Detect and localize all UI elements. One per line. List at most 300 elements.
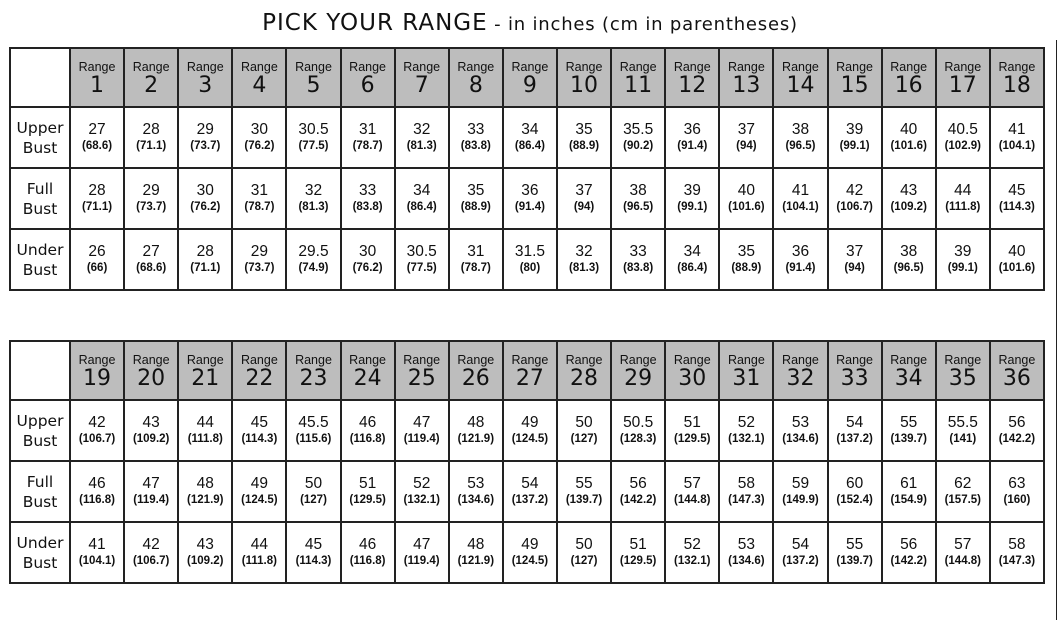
cm-value: (114.3) [999, 201, 1035, 213]
range-number: 23 [299, 365, 328, 391]
cm-value: (132.1) [403, 494, 440, 506]
range-number: 16 [894, 72, 923, 98]
measurement-cell [70, 107, 124, 168]
measurement-cell [828, 400, 882, 461]
cm-value: (147.3) [728, 494, 765, 506]
measurement-row [10, 400, 1044, 461]
measurement-cell [773, 168, 827, 229]
inch-value: 38 [791, 121, 810, 138]
range-number: 3 [198, 72, 213, 98]
inch-value: 45.5 [298, 414, 329, 431]
measurement-cell [882, 229, 936, 290]
measurement-cell [882, 522, 936, 583]
measurement-cell [178, 107, 232, 168]
cm-value: (99.1) [947, 262, 978, 274]
cm-value: (109.2) [187, 555, 224, 567]
cm-value: (96.5) [623, 201, 654, 213]
measurement-cell [395, 400, 449, 461]
cm-value: (94) [844, 262, 865, 274]
cm-value: (81.3) [298, 201, 329, 213]
cm-value: (134.6) [728, 555, 765, 567]
range-header-cell [828, 341, 882, 400]
inch-value: 30.5 [406, 243, 437, 260]
inch-value: 44 [954, 182, 972, 199]
cm-value: (109.2) [890, 201, 927, 213]
cm-value: (96.5) [785, 140, 816, 152]
range-header-cell [286, 341, 340, 400]
measurement-cell [611, 400, 665, 461]
measurement-cell [178, 461, 232, 522]
range-word: Range [349, 59, 387, 74]
range-header-cell [232, 341, 286, 400]
cm-value: (90.2) [623, 140, 654, 152]
inch-value: 33 [629, 243, 647, 260]
inch-value: 55 [845, 536, 864, 553]
cm-value: (160) [1003, 494, 1031, 506]
range-word: Range [998, 352, 1036, 367]
inch-value: 40.5 [947, 121, 978, 138]
page-border [1056, 40, 1057, 620]
measurement-cell [773, 461, 827, 522]
inch-value: 55.5 [947, 414, 978, 431]
cm-value: (119.4) [403, 555, 440, 567]
inch-value: 56 [1008, 414, 1026, 431]
inch-value: 35 [575, 121, 593, 138]
cm-value: (111.8) [945, 201, 981, 213]
measurement-row [10, 229, 1044, 290]
range-number: 7 [414, 72, 429, 98]
row-label-cell [10, 229, 70, 290]
page-title [0, 10, 1060, 36]
cm-value: (101.6) [728, 201, 765, 213]
row-label-text: Full [26, 179, 54, 198]
range-word: Range [403, 352, 441, 367]
measurement-cell [719, 107, 773, 168]
inch-value: 63 [1008, 475, 1026, 492]
inch-value: 48 [467, 536, 485, 553]
cm-value: (144.8) [944, 555, 982, 567]
measurement-cell [828, 107, 882, 168]
range-header-cell [395, 341, 449, 400]
measurement-cell [882, 400, 936, 461]
measurement-cell [341, 522, 395, 583]
inch-value: 33 [467, 121, 485, 138]
cm-value: (91.4) [785, 262, 816, 274]
cm-value: (154.9) [890, 494, 927, 506]
inch-value: 51 [629, 536, 647, 553]
inch-value: 40 [900, 121, 918, 138]
measurement-cell [449, 461, 503, 522]
inch-value: 41 [1008, 121, 1026, 138]
inch-value: 36 [791, 243, 810, 260]
inch-value: 32 [304, 182, 323, 199]
range-header-cell [178, 48, 232, 107]
row-label-cell [10, 461, 70, 522]
measurement-row [10, 461, 1044, 522]
measurement-cell [286, 168, 340, 229]
inch-value: 54 [845, 414, 864, 431]
size-chart-table-ranges-1-18 [9, 47, 1045, 291]
inch-value: 27 [142, 243, 160, 260]
measurement-cell [990, 400, 1044, 461]
range-word: Range [944, 59, 982, 74]
range-number: 30 [678, 365, 707, 391]
range-number: 15 [840, 72, 869, 98]
cm-value: (152.4) [836, 494, 873, 506]
measurement-cell [286, 461, 340, 522]
range-number: 20 [137, 365, 166, 391]
measurement-cell [70, 522, 124, 583]
measurement-cell [232, 461, 286, 522]
inch-value: 52 [413, 475, 431, 492]
row-label-text: Under [16, 240, 64, 259]
inch-value: 35 [467, 182, 485, 199]
range-word: Range [78, 59, 116, 74]
title-main: PICK YOUR RANGE [262, 10, 488, 36]
measurement-cell [557, 229, 611, 290]
range-header-cell [449, 341, 503, 400]
cm-value: (119.4) [403, 433, 440, 445]
inch-value: 40 [1008, 243, 1026, 260]
row-label-cell [10, 522, 70, 583]
measurement-cell [503, 229, 557, 290]
row-label-text: Upper [16, 118, 64, 137]
cm-value: (127) [570, 555, 598, 567]
cm-value: (88.9) [731, 262, 762, 274]
range-word: Range [727, 59, 765, 74]
measurement-cell [719, 400, 773, 461]
inch-value: 35 [737, 243, 755, 260]
range-word: Range [619, 352, 657, 367]
range-number: 35 [948, 365, 977, 391]
header-row [10, 341, 1044, 400]
inch-value: 46 [358, 536, 377, 553]
cm-value: (129.5) [619, 555, 657, 567]
measurement-cell [611, 107, 665, 168]
measurement-cell [286, 107, 340, 168]
corner-cell [10, 341, 70, 400]
measurement-cell [611, 461, 665, 522]
measurement-cell [70, 229, 124, 290]
range-word: Range [565, 352, 603, 367]
measurement-cell [773, 229, 827, 290]
inch-value: 51 [358, 475, 377, 492]
range-header-cell [124, 341, 178, 400]
measurement-cell [341, 400, 395, 461]
cm-value: (116.8) [349, 433, 386, 445]
range-number: 34 [894, 365, 923, 391]
corner-cell [10, 48, 70, 107]
inch-value: 47 [413, 414, 431, 431]
cm-value: (132.1) [728, 433, 765, 445]
range-header-cell [611, 341, 665, 400]
inch-value: 39 [683, 182, 701, 199]
inch-value: 49 [521, 536, 539, 553]
range-header-cell [882, 341, 936, 400]
inch-value: 53 [791, 414, 810, 431]
inch-value: 46 [358, 414, 377, 431]
inch-value: 49 [521, 414, 539, 431]
cm-value: (66) [86, 262, 108, 274]
measurement-cell [719, 522, 773, 583]
range-word: Range [403, 59, 441, 74]
range-header-cell [719, 341, 773, 400]
inch-value: 43 [900, 182, 918, 199]
measurement-cell [70, 461, 124, 522]
measurement-cell [665, 168, 719, 229]
inch-value: 59 [791, 475, 810, 492]
cm-value: (147.3) [998, 555, 1036, 567]
range-number: 9 [522, 72, 537, 98]
range-header-cell [936, 48, 990, 107]
measurement-cell [178, 400, 232, 461]
range-header-cell [990, 341, 1044, 400]
inch-value: 34 [683, 243, 701, 260]
inch-value: 34 [413, 182, 431, 199]
cm-value: (137.2) [782, 555, 819, 567]
measurement-cell [124, 229, 178, 290]
cm-value: (102.9) [944, 140, 982, 152]
inch-value: 31.5 [514, 243, 546, 260]
measurement-cell [395, 461, 449, 522]
inch-value: 49 [250, 475, 268, 492]
row-label-cell [10, 168, 70, 229]
range-header-cell [719, 48, 773, 107]
measurement-cell [503, 168, 557, 229]
cm-value: (127) [570, 433, 598, 445]
range-word: Range [998, 59, 1036, 74]
cm-value: (142.2) [619, 494, 657, 506]
cm-value: (134.6) [457, 494, 495, 506]
inch-value: 57 [954, 536, 972, 553]
cm-value: (115.6) [295, 433, 332, 445]
cm-value: (83.8) [623, 262, 654, 274]
range-header-cell [773, 341, 827, 400]
title-subtitle: - in inches (cm in parentheses) [487, 14, 798, 35]
measurement-cell [719, 229, 773, 290]
cm-value: (106.7) [78, 433, 116, 445]
range-word: Range [457, 59, 495, 74]
cm-value: (124.5) [241, 494, 278, 506]
range-word: Range [240, 352, 278, 367]
inch-value: 45 [304, 536, 323, 553]
cm-value: (101.6) [890, 140, 927, 152]
measurement-cell [395, 229, 449, 290]
range-number: 8 [468, 72, 483, 98]
inch-value: 35.5 [623, 121, 654, 138]
range-header-cell [395, 48, 449, 107]
inch-value: 42 [88, 414, 106, 431]
inch-value: 36 [683, 121, 701, 138]
measurement-cell [936, 461, 990, 522]
range-word: Range [944, 352, 982, 367]
range-header-cell [449, 48, 503, 107]
inch-value: 39 [954, 243, 972, 260]
row-label-text: Bust [22, 199, 58, 218]
cm-value: (74.9) [298, 262, 329, 274]
cm-value: (114.3) [241, 433, 278, 445]
inch-value: 50 [575, 536, 593, 553]
cm-value: (76.2) [352, 262, 383, 274]
cm-value: (73.7) [136, 201, 167, 213]
range-header-cell [665, 48, 719, 107]
measurement-cell [936, 107, 990, 168]
inch-value: 44 [250, 536, 268, 553]
measurement-cell [503, 107, 557, 168]
range-word: Range [349, 352, 387, 367]
inch-value: 52 [737, 414, 755, 431]
cm-value: (111.8) [187, 433, 223, 445]
inch-value: 31 [467, 243, 485, 260]
inch-value: 37 [845, 243, 864, 260]
measurement-cell [773, 522, 827, 583]
cm-value: (68.6) [82, 140, 113, 152]
range-word: Range [619, 59, 657, 74]
inch-value: 41 [791, 182, 810, 199]
cm-value: (144.8) [674, 494, 711, 506]
range-word: Range [673, 352, 711, 367]
cm-value: (137.2) [836, 433, 873, 445]
range-word: Range [511, 59, 549, 74]
range-number: 18 [1002, 72, 1031, 98]
measurement-cell [232, 168, 286, 229]
measurement-cell [341, 168, 395, 229]
cm-value: (124.5) [511, 433, 549, 445]
range-header-cell [611, 48, 665, 107]
cm-value: (94) [736, 140, 757, 152]
inch-value: 30.5 [298, 121, 329, 138]
row-label-text: Bust [22, 492, 58, 511]
measurement-cell [611, 522, 665, 583]
inch-value: 31 [250, 182, 268, 199]
cm-value: (116.8) [349, 555, 386, 567]
cm-value: (124.5) [511, 555, 549, 567]
inch-value: 32 [413, 121, 431, 138]
measurement-cell [990, 107, 1044, 168]
cm-value: (73.7) [190, 140, 221, 152]
row-label-text: Upper [16, 411, 64, 430]
inch-value: 50 [575, 414, 593, 431]
row-label-cell [10, 400, 70, 461]
range-header-cell [70, 341, 124, 400]
range-word: Range [836, 352, 873, 367]
cm-value: (139.7) [890, 433, 927, 445]
range-number: 26 [461, 365, 490, 391]
row-label-text: Full [26, 472, 54, 491]
range-number: 12 [678, 72, 707, 98]
row-label-text: Bust [22, 553, 58, 572]
range-number: 25 [407, 365, 436, 391]
measurement-cell [124, 168, 178, 229]
measurement-cell [665, 107, 719, 168]
cm-value: (76.2) [244, 140, 275, 152]
measurement-cell [990, 461, 1044, 522]
range-number: 14 [786, 72, 815, 98]
measurement-cell [124, 522, 178, 583]
cm-value: (157.5) [944, 494, 982, 506]
range-number: 17 [948, 72, 977, 98]
range-header-cell [773, 48, 827, 107]
cm-value: (94) [573, 201, 595, 213]
range-header-cell [232, 48, 286, 107]
row-label-text: Under [16, 533, 64, 552]
inch-value: 36 [521, 182, 539, 199]
range-number: 5 [306, 72, 321, 98]
range-header-cell [341, 48, 395, 107]
measurement-cell [990, 168, 1044, 229]
measurement-cell [882, 168, 936, 229]
cm-value: (116.8) [79, 494, 115, 506]
cm-value: (78.7) [352, 140, 383, 152]
cm-value: (73.7) [244, 262, 275, 274]
inch-value: 38 [900, 243, 918, 260]
range-word: Range [132, 59, 170, 74]
cm-value: (141) [949, 433, 977, 445]
range-word: Range [890, 352, 928, 367]
range-word: Range [132, 352, 170, 367]
inch-value: 29 [250, 243, 268, 260]
measurement-cell [773, 400, 827, 461]
row-label-text: Bust [22, 431, 58, 450]
measurement-cell [341, 229, 395, 290]
cm-value: (121.9) [457, 433, 495, 445]
measurement-cell [232, 107, 286, 168]
measurement-cell [936, 168, 990, 229]
cm-value: (106.7) [836, 201, 873, 213]
measurement-cell [990, 522, 1044, 583]
measurement-cell [449, 522, 503, 583]
cm-value: (114.3) [295, 555, 332, 567]
range-header-cell [557, 48, 611, 107]
range-header-cell [665, 341, 719, 400]
range-word: Range [890, 59, 928, 74]
range-word: Range [727, 352, 765, 367]
range-number: 24 [353, 365, 382, 391]
measurement-cell [665, 400, 719, 461]
inch-value: 39 [845, 121, 864, 138]
cm-value: (78.7) [244, 201, 275, 213]
cm-value: (91.4) [514, 201, 545, 213]
cm-value: (128.3) [619, 433, 657, 445]
range-word: Range [457, 352, 495, 367]
measurement-cell [557, 107, 611, 168]
range-header-cell [286, 48, 340, 107]
cm-value: (96.5) [893, 262, 924, 274]
range-number: 4 [252, 72, 267, 98]
inch-value: 28 [88, 182, 106, 199]
cm-value: (86.4) [677, 262, 708, 274]
measurement-cell [719, 461, 773, 522]
inch-value: 52 [683, 536, 701, 553]
inch-value: 53 [467, 475, 485, 492]
inch-value: 48 [467, 414, 485, 431]
measurement-cell [449, 168, 503, 229]
inch-value: 58 [1008, 536, 1026, 553]
inch-value: 62 [954, 475, 972, 492]
inch-value: 46 [88, 475, 106, 492]
measurement-cell [232, 522, 286, 583]
range-word: Range [782, 59, 819, 74]
cm-value: (129.5) [349, 494, 386, 506]
range-number: 1 [90, 72, 105, 98]
measurement-row [10, 168, 1044, 229]
cm-value: (81.3) [569, 262, 600, 274]
measurement-cell [828, 168, 882, 229]
measurement-cell [124, 107, 178, 168]
inch-value: 27 [88, 121, 106, 138]
range-word: Range [836, 59, 873, 74]
inch-value: 42 [845, 182, 864, 199]
